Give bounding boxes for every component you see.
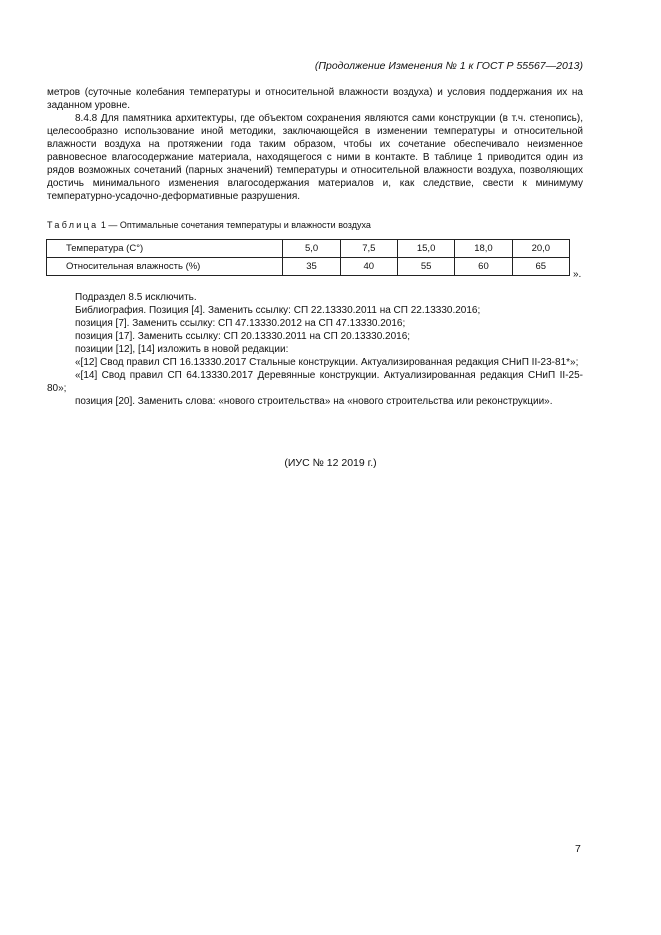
change-item: позиция [17]. Заменить ссылку: СП 20.13330.2011 на СП 20.13330.2016; xyxy=(75,331,411,342)
table-row xyxy=(47,240,570,258)
table-cell: 18,0 xyxy=(455,240,512,258)
table-closing-quote: ». xyxy=(573,269,582,280)
table-cell: 55 xyxy=(397,258,454,276)
table-caption-text: 1 — Оптимальные сочетания температуры и влажности воздуха xyxy=(98,220,371,230)
table-cell: 35 xyxy=(283,258,340,276)
intro-section xyxy=(47,86,583,203)
paragraph-8-4-8: 8.4.8 Для памятника архитектуры, где объектом сохранения являются сами конструкции (в т.ч. стенопись), целесообразно использование иной методики, заключающейся в изменении температуры и относительной влажности воздуха на протяжении года таким образом, чтобы их сочетание обеспечивало неизменное равновесное влагосодержание материала, находящегося с ними в контакте. В таблице 1 приводится один из рядов возможных сочетаний (парных значений) температуры и относительной влажности воздуха, позволяющих достичь минимального изменения влагосодержания материалов и, как следствие, свести к минимуму температурно-усадочно-деформативные разрушения. xyxy=(47,113,583,202)
table-row xyxy=(47,258,570,276)
table-cell: 60 xyxy=(455,258,512,276)
ius-reference: (ИУС № 12 2019 г.) xyxy=(284,457,377,469)
change-item: позиция [20]. Заменить слова: «нового строительства» на «нового строительства или реконструкции». xyxy=(75,396,553,407)
change-item: «[14] Свод правил СП 64.13330.2017 Деревянные конструкции. Актуализированная редакция СНиП II-25-80»; xyxy=(47,370,583,394)
change-item: Подраздел 8.5 исключить. xyxy=(75,292,197,303)
change-item: Библиография. Позиция [4]. Заменить ссылку: СП 22.13330.2011 на СП 22.13330.2016; xyxy=(75,305,481,316)
table-cell: 20,0 xyxy=(512,240,569,258)
table-cell: 5,0 xyxy=(283,240,340,258)
continuation-header: (Продолжение Изменения № 1 к ГОСТ Р 55567—2013) xyxy=(314,60,583,72)
change-item: позиции [12], [14] изложить в новой редакции: xyxy=(75,344,289,355)
change-item: позиция [7]. Заменить ссылку: СП 47.13330.2012 на СП 47.13330.2016; xyxy=(75,318,406,329)
table-cell: 65 xyxy=(512,258,569,276)
changes-section xyxy=(47,291,583,408)
change-item: «[12] Свод правил СП 16.13330.2017 Стальные конструкции. Актуализированная редакция СНиП II-23-81*»; xyxy=(75,357,579,368)
row-label-temperature: Температура (С°) xyxy=(47,240,283,258)
table-caption xyxy=(47,219,371,232)
table-cell: 40 xyxy=(340,258,397,276)
table-cell: 15,0 xyxy=(397,240,454,258)
page-number: 7 xyxy=(575,843,581,855)
row-label-humidity: Относительная влажность (%) xyxy=(47,258,283,276)
table-cell: 7,5 xyxy=(340,240,397,258)
paragraph-continuation: метров (суточные колебания температуры и относительной влажности воздуха) и условия поддержания их на заданном уровне. xyxy=(47,87,583,111)
climate-table xyxy=(46,239,570,276)
table-caption-word: Таблица xyxy=(47,220,99,230)
